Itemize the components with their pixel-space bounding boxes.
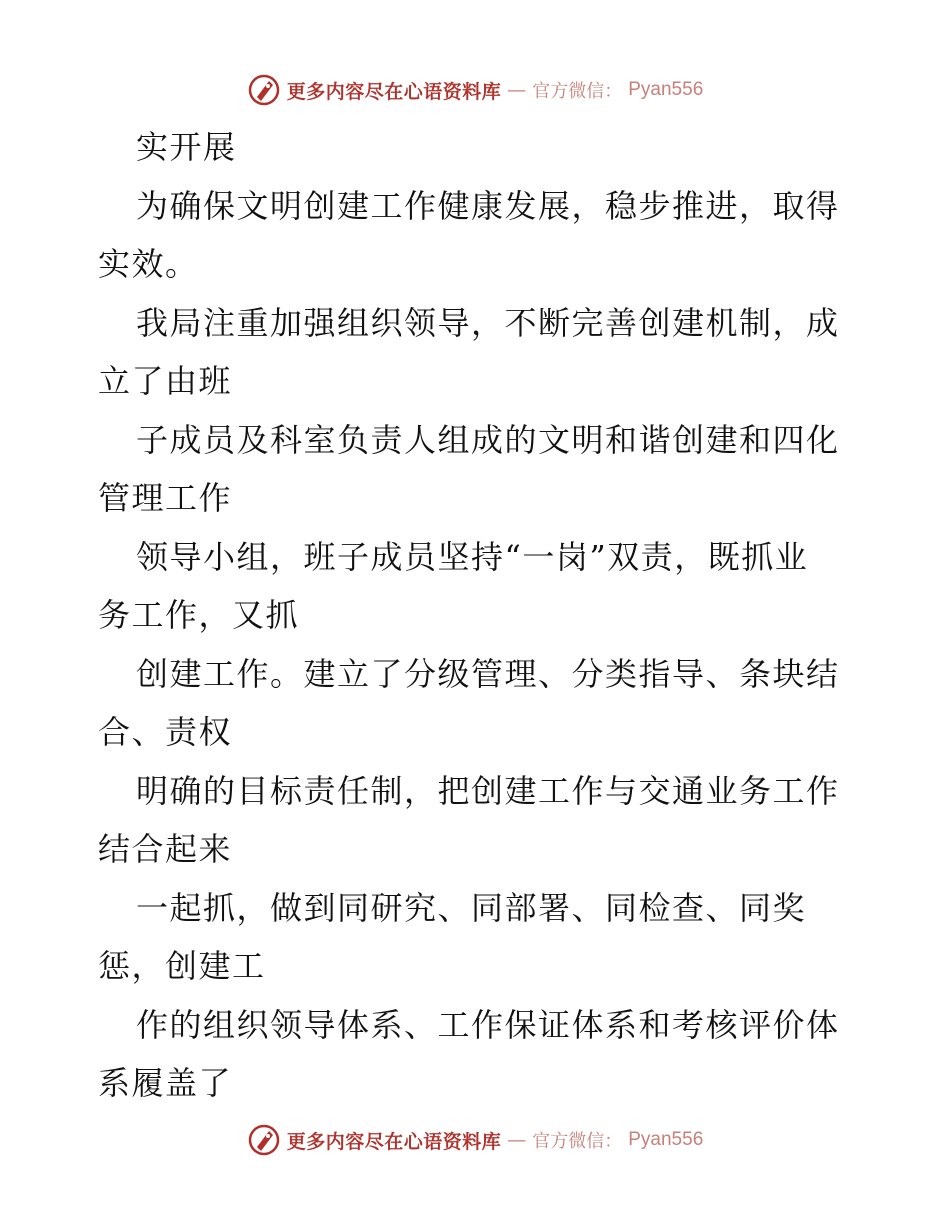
text-line: 合、责权	[98, 713, 233, 751]
text-line: 务工作，又抓	[98, 596, 300, 634]
text-line: 作的组织领导体系、工作保证体系和考核评价体	[136, 1005, 840, 1044]
watermark-dash: —	[507, 79, 527, 101]
watermark-id: Pyan556	[628, 1129, 704, 1150]
watermark-brand: 更多内容尽在心语资料库	[286, 80, 502, 103]
text-line: 为确保文明创建工作健康发展，稳步推进，取得	[136, 186, 840, 225]
text-line: 立了由班	[98, 362, 233, 400]
text-line: 明确的目标责任制，把创建工作与交通业务工作	[136, 771, 840, 810]
text-line: 实开展	[136, 128, 237, 166]
header-watermark	[0, 70, 950, 110]
watermark-label: 官方微信：	[532, 1131, 623, 1152]
document-body	[98, 118, 858, 1113]
text-line: 一起抓，做到同研究、同部署、同检查、同奖	[136, 888, 807, 927]
text-line: 管理工作	[98, 479, 233, 517]
pen-nib-logo-icon	[247, 1123, 281, 1157]
watermark-brand: 更多内容尽在心语资料库	[286, 1130, 502, 1153]
text-line: 我局注重加强组织领导，不断完善创建机制，成	[136, 303, 840, 342]
text-line: 领导小组，班子成员坚持“一岗”双责，既抓业	[136, 537, 809, 576]
text-line: 子成员及科室负责人组成的文明和谐创建和四化	[136, 420, 840, 459]
text-line: 实效。	[98, 245, 199, 283]
text-line: 惩，创建工	[98, 947, 266, 985]
text-line: 创建工作。建立了分级管理、分类指导、条块结	[136, 654, 840, 693]
text-line: 结合起来	[98, 830, 233, 868]
watermark-dash: —	[507, 1129, 527, 1151]
pen-nib-logo-icon	[247, 73, 281, 107]
watermark-id: Pyan556	[628, 79, 704, 100]
text-line: 系履盖了	[98, 1064, 233, 1102]
footer-watermark	[0, 1120, 950, 1160]
watermark-label: 官方微信：	[532, 81, 623, 102]
